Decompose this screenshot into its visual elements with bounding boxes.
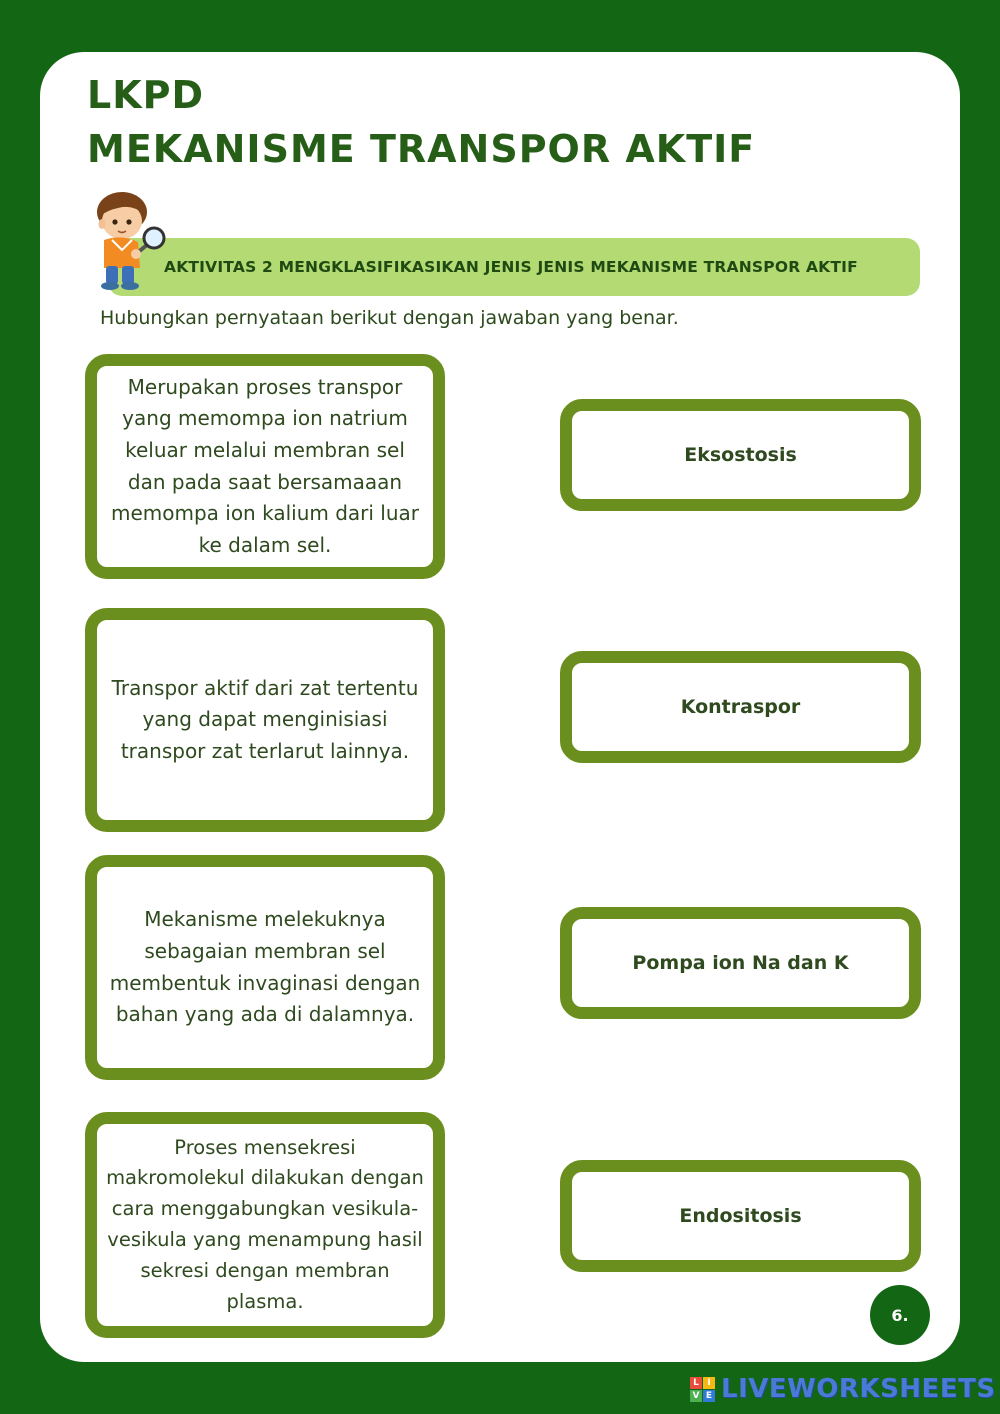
statement-card-4[interactable]: Proses mensekresi makromolekul dilakukan dengan cara menggabungkan vesikula-vesikula yang menampung hasil sekresi dengan membran plasma. xyxy=(85,1112,445,1338)
answer-card-eksostosis[interactable]: Eksostosis xyxy=(560,399,921,511)
page-title: MEKANISME TRANSPOR AKTIF xyxy=(87,127,756,171)
answer-card-kontraspor[interactable]: Kontraspor xyxy=(560,651,921,763)
liveworksheets-brand: LIVEWORKSHEETS xyxy=(721,1374,996,1404)
page-number-badge: 6. xyxy=(870,1285,930,1345)
answer-card-pompa-ion[interactable]: Pompa ion Na dan K xyxy=(560,907,921,1019)
title-lkpd: LKPD xyxy=(87,73,205,117)
statement-card-2[interactable]: Transpor aktif dari zat tertentu yang dapat menginisiasi transpor zat terlarut lainnya. xyxy=(85,608,445,832)
answer-card-endositosis[interactable]: Endositosis xyxy=(560,1160,921,1272)
worksheet-page xyxy=(40,52,960,1362)
activity-label: AKTIVITAS 2 MENGKLASIFIKASIKAN JENIS JENIS MEKANISME TRANSPOR AKTIF xyxy=(164,258,858,276)
boy-magnifier-icon xyxy=(82,188,172,292)
liveworksheets-logo-icon: L I V E xyxy=(690,1377,715,1402)
statement-card-3[interactable]: Mekanisme melekuknya sebagaian membran sel membentuk invaginasi dengan bahan yang ada di dalamnya. xyxy=(85,855,445,1080)
liveworksheets-logo[interactable] xyxy=(690,1374,996,1404)
instruction-text: Hubungkan pernyataan berikut dengan jawaban yang benar. xyxy=(100,307,679,329)
statement-card-1[interactable]: Merupakan proses transpor yang memompa ion natrium keluar melalui membran sel dan pada saat bersamaaan memompa ion kalium dari luar ke dalam sel. xyxy=(85,354,445,579)
activity-banner xyxy=(108,238,920,296)
